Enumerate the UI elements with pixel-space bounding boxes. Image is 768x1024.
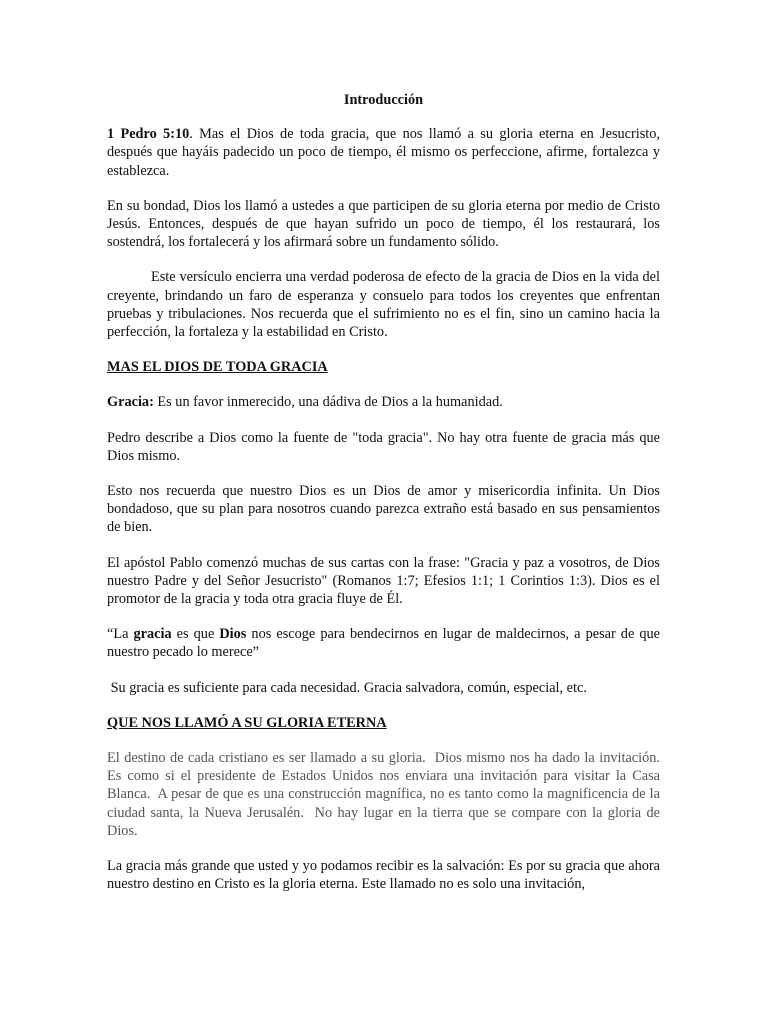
section-heading-gracia: MAS EL DIOS DE TODA GRACIA bbox=[107, 359, 328, 376]
quote-paragraph bbox=[107, 625, 660, 661]
quote-part-1: “La bbox=[107, 626, 134, 643]
paragraph-pablo: El apóstol Pablo comenzó muchas de sus cartas con la frase: "Gracia y paz a vosotros, de Dios nuestro Padre y del Señor Jesucristo" (Romanos 1:7; Efesios 1:1; 1 Corintios 1:3). Dios es el promotor de la gracia y toda otra gracia fluye de Él. bbox=[107, 554, 660, 608]
paragraph-versiculo: Este versículo encierra una verdad poderosa de efecto de la gracia de Dios en la vida del creyente, brindando un faro de esperanza y consuelo para todos los creyentes que enfrentan pruebas y tribulaciones. Nos recuerda que el sufrimiento no es el fin, sino un camino hacia la perfección, la fortaleza y la estabilidad en Cristo. bbox=[107, 269, 660, 341]
intro-paragraph bbox=[107, 125, 660, 180]
paragraph-recuerda: Esto nos recuerda que nuestro Dios es un Dios de amor y misericordia infinita. Un Dios bondadoso, que su plan para nosotros cuando parezca extraño está basado en sus pensamientos de bien. bbox=[107, 483, 660, 536]
paragraph-gracia-definition bbox=[107, 393, 660, 411]
paragraph-salvacion: La gracia más grande que usted y yo podamos recibir es la salvación: Es por su gracia que ahora nuestro destino en Cristo es la gloria eterna. Este llamado no es solo una invitación, bbox=[107, 858, 660, 893]
intro-text: . Mas el Dios de toda gracia, que nos llamó a su gloria eterna en Jesucristo, después que hayáis padecido un poco de tiempo, él mismo os perfeccione, afirme, fortalezca y establezca. bbox=[107, 126, 660, 179]
quote-word-dios: Dios bbox=[219, 626, 247, 643]
page-title: Introducción bbox=[343, 92, 424, 108]
gracia-definition-text: Es un favor inmerecido, una dádiva de Dios a la humanidad. bbox=[153, 394, 503, 411]
paragraph-destino: El destino de cada cristiano es ser llamado a su gloria. Dios mismo nos ha dado la invitación. Es como si el presidente de Estados Unidos nos enviara una invitación para visitar la Casa Blanca. A pesar de que es una construcción magnífica, no es tanto como la magnificencia de la ciudad santa, la Nueva Jerusalén. No hay lugar en la tierra que se compare con la gloria de Dios. bbox=[107, 750, 668, 839]
paragraph-bondad: En su bondad, Dios los llamó a ustedes a que participen de su gloria eterna por medio de Cristo Jesús. Entonces, después de que hayan sufrido un poco de tiempo, él los restaurará, los sostendrá, los fortalecerá y los afirmará sobre un fundamento sólido. bbox=[107, 197, 660, 251]
bible-reference: 1 Pedro 5:10 bbox=[107, 126, 190, 143]
gracia-label: Gracia: bbox=[107, 394, 154, 411]
paragraph-suficiente: Su gracia es suficiente para cada necesidad. Gracia salvadora, común, especial, etc. bbox=[107, 679, 587, 696]
quote-part-3: nos escoge para bendecirnos en lugar de maldecirnos, a pesar de que nuestro pecado lo merece” bbox=[107, 626, 661, 661]
document-body bbox=[107, 88, 668, 911]
quote-word-gracia: gracia bbox=[133, 626, 172, 643]
section-heading-gloria: QUE NOS LLAMÓ A SU GLORIA ETERNA bbox=[107, 714, 387, 731]
paragraph-pedro: Pedro describe a Dios como la fuente de "toda gracia". No hay otra fuente de gracia más que Dios mismo. bbox=[107, 429, 660, 464]
quote-part-2: es que bbox=[171, 626, 220, 643]
